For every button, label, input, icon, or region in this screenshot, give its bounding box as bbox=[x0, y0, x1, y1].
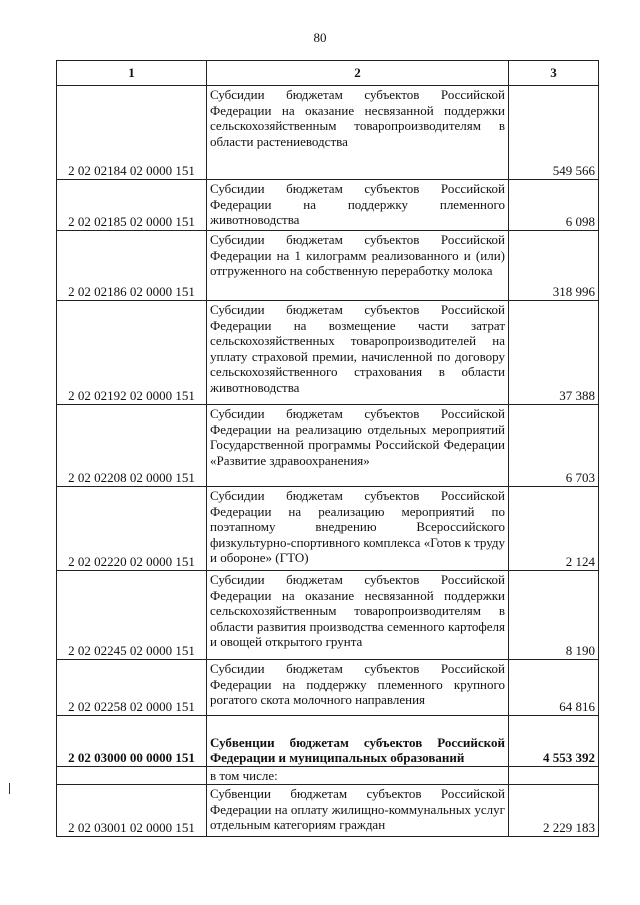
table-row bbox=[57, 660, 599, 716]
row-code: 2 02 02208 02 0000 151 bbox=[57, 405, 207, 487]
row-name: Субсидии бюджетам субъектов Российской Федерации на оказание несвязанной поддержки сельскохозяйственным товаропроизводителям в области развития производства семенного картофеля и овощей открытого грунта bbox=[207, 571, 509, 660]
row-name: Субсидии бюджетам субъектов Российской Федерации на реализацию мероприятий по поэтапному внедрению Всероссийского физкультурно-спортивного комплекса «Готов к труду и обороне» (ГТО) bbox=[207, 487, 509, 571]
table-row bbox=[57, 180, 599, 231]
header-col-1: 1 bbox=[57, 61, 207, 86]
row-code: 2 02 02185 02 0000 151 bbox=[57, 180, 207, 231]
table-row bbox=[57, 86, 599, 180]
row-code: 2 02 02245 02 0000 151 bbox=[57, 571, 207, 660]
page-number: 80 bbox=[313, 30, 327, 45]
row-name: Субвенции бюджетам субъектов Российской Федерации на оплату жилищно-коммунальных услуг отдельным категориям граждан bbox=[207, 785, 509, 837]
row-name: в том числе: bbox=[207, 767, 509, 785]
table-row bbox=[57, 301, 599, 405]
row-name: Субсидии бюджетам субъектов Российской Федерации на возмещение части затрат сельскохозяйственных товаропроизводителей на уплату страховой премии, начисленной по договору сельскохозяйственного страхования в области животноводства bbox=[207, 301, 509, 405]
row-amount: 2 124 bbox=[509, 487, 599, 571]
row-amount: 4 553 392 bbox=[509, 716, 599, 767]
row-code: 2 02 03000 00 0000 151 bbox=[57, 716, 207, 767]
row-code: 2 02 02220 02 0000 151 bbox=[57, 487, 207, 571]
row-name: Субсидии бюджетам субъектов Российской Федерации на поддержку племенного крупного рогатого скота молочного направления bbox=[207, 660, 509, 716]
row-amount: 37 388 bbox=[509, 301, 599, 405]
row-code: 2 02 02192 02 0000 151 bbox=[57, 301, 207, 405]
row-amount: 6 098 bbox=[509, 180, 599, 231]
row-code: 2 02 02184 02 0000 151 bbox=[57, 86, 207, 180]
row-amount: 8 190 bbox=[509, 571, 599, 660]
table-row bbox=[57, 487, 599, 571]
row-name: Субвенции бюджетам субъектов Российской Федерации и муниципальных образований bbox=[207, 716, 509, 767]
row-name: Субсидии бюджетам субъектов Российской Федерации на 1 килограмм реализованного и (или) отгруженного на собственную переработку молока bbox=[207, 231, 509, 301]
header-col-2: 2 bbox=[207, 61, 509, 86]
row-amount: 549 566 bbox=[509, 86, 599, 180]
table-row bbox=[57, 231, 599, 301]
row-name: Субсидии бюджетам субъектов Российской Федерации на оказание несвязанной поддержки сельскохозяйственным товаропроизводителям в области растениеводства bbox=[207, 86, 509, 180]
table-row-total bbox=[57, 716, 599, 767]
table-row bbox=[57, 785, 599, 837]
margin-mark bbox=[9, 783, 10, 794]
row-amount: 2 229 183 bbox=[509, 785, 599, 837]
table-row bbox=[57, 405, 599, 487]
row-code: 2 02 03001 02 0000 151 bbox=[57, 785, 207, 837]
row-amount: 64 816 bbox=[509, 660, 599, 716]
table-row-note bbox=[57, 767, 599, 785]
row-code: 2 02 02258 02 0000 151 bbox=[57, 660, 207, 716]
row-name: Субсидии бюджетам субъектов Российской Федерации на реализацию отдельных мероприятий Государственной программы Российской Федерации «Развитие здравоохранения» bbox=[207, 405, 509, 487]
table-header-row bbox=[57, 61, 599, 86]
row-amount: 318 996 bbox=[509, 231, 599, 301]
budget-table bbox=[56, 60, 599, 837]
header-col-3: 3 bbox=[509, 61, 599, 86]
row-amount: 6 703 bbox=[509, 405, 599, 487]
row-amount bbox=[509, 767, 599, 785]
row-name: Субсидии бюджетам субъектов Российской Федерации на поддержку племенного животноводства bbox=[207, 180, 509, 231]
row-code bbox=[57, 767, 207, 785]
row-code: 2 02 02186 02 0000 151 bbox=[57, 231, 207, 301]
table-row bbox=[57, 571, 599, 660]
